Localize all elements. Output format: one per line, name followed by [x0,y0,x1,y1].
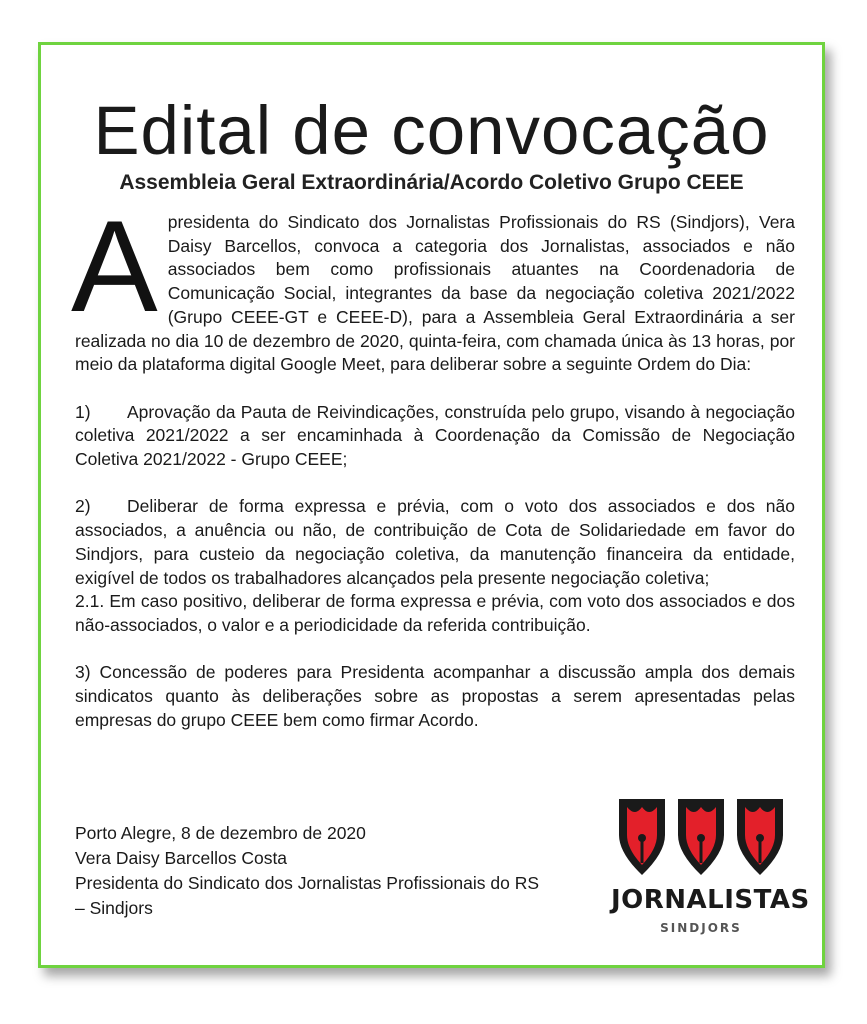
signature-block [75,821,595,921]
logo-main-text: JORNALISTAS [611,885,810,915]
intro-paragraph [71,193,795,377]
agenda-item-number: 2) [75,496,91,517]
agenda-item-number: 1) [75,401,91,422]
signature-place-date: Porto Alegre, 8 de dezembro de 2020 [75,823,366,843]
pen-nib-icon [737,799,783,875]
agenda-item-text: 3) Concessão de poderes para Presidenta acompanhar a discussão ampla dos demais sindicatos quanto às deliberações sobre as propostas a serem apresentadas pelas empresas do grupo CEEE bem como firmar Acordo. [75,662,795,730]
pen-nib-icon [619,799,665,875]
agenda-item-2-1 [75,590,795,637]
pen-nibs-icon [611,795,791,881]
signature-role: Presidenta do Sindicato dos Jornalistas Profissionais do RS [75,873,539,893]
agenda-item-text: 2.1. Em caso positivo, deliberar de forma expressa e prévia, com voto dos associados e dos não-associados, o valor e a periodicidade da referida contribuição. [75,591,795,635]
document-body [71,193,795,732]
document-subtitle: Assembleia Geral Extraordinária/Acordo Coletivo Grupo CEEE [119,171,744,194]
intro-text: presidenta do Sindicato dos Jornalistas Profissionais do RS (Sindjors), Vera Daisy Barcellos, convoca a categoria dos Jornalistas, associados e não associados bem como profissionais atuantes na Coordenadoria de Comunicação Social, integrantes da base da negociação coletiva 2021/2022 (Grupo CEEE-GT e CEEE-D), para a Assembleia Geral Extraordinária a ser realizada no dia 10 de dezembro de 2020, quinta-feira, com chamada única às 13 horas, por meio da plataforma digital Google Meet, para deliberar sobre a seguinte Ordem do Dia: [75,212,795,375]
agenda-item-1 [75,401,795,472]
agenda-item-2 [75,495,795,590]
drop-cap: A [71,193,158,339]
agenda-item-text: Aprovação da Pauta de Reivindicações, construída pelo grupo, visando à negociação coletiva 2021/2022 a ser encaminhada à Coordenação da Comissão de Negociação Coletiva 2021/2022 - Grupo CEEE; [75,401,795,470]
signature-org: – Sindjors [75,898,153,918]
document-title: Edital de convocação [93,92,770,169]
pen-nib-icon [678,799,724,875]
document-frame [38,42,825,968]
agenda-item-3 [75,661,795,732]
signature-name: Vera Daisy Barcellos Costa [75,848,288,868]
agenda-item-text: Deliberar de forma expressa e prévia, com o voto dos associados e dos não associados, a anuência ou não, de contribuição de Cota de Solidariedade em favor do Sindjors, para custeio da negociação coletiva, da manutenção financeira da entidade, exigível de todos os trabalhadores alcançados pela presente negociação coletiva; [75,496,795,588]
logo-sub-text: SINDJORS [660,921,742,935]
sindjors-logo [611,795,810,945]
